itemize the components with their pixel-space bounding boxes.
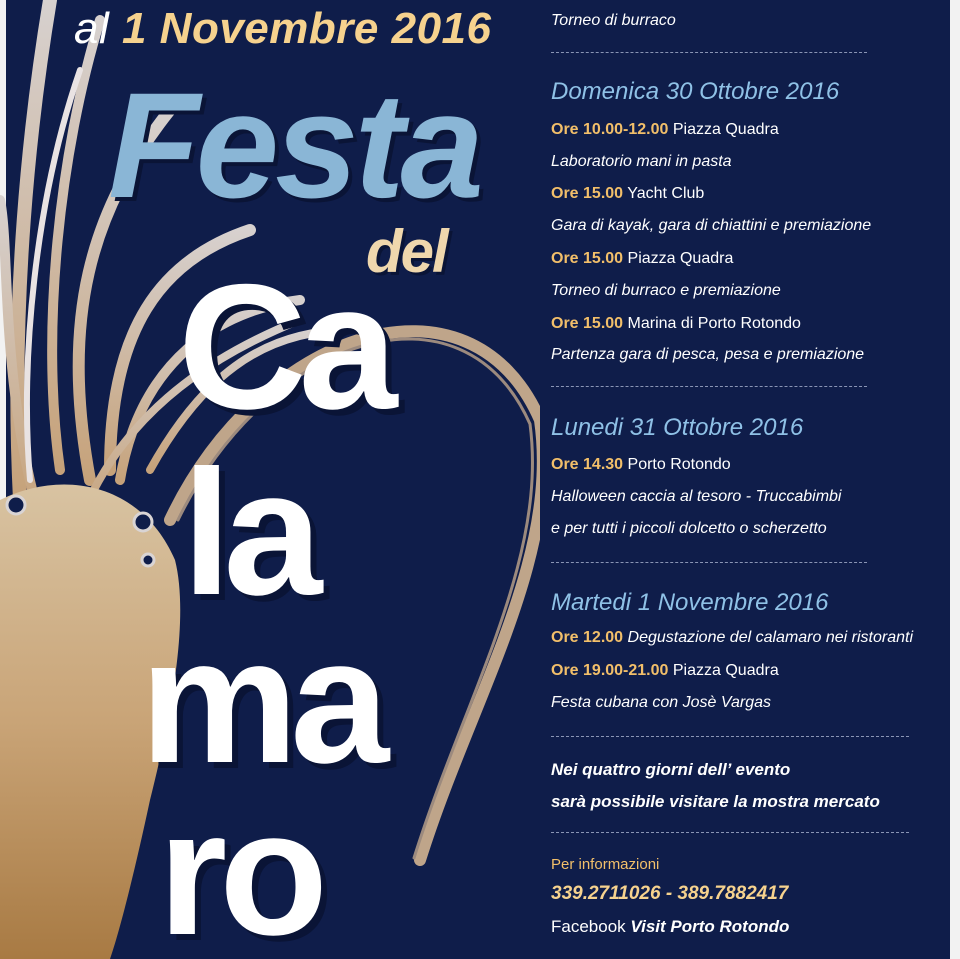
date-end: 1 Novembre 2016: [121, 4, 492, 53]
day-heading: Martedi 1 Novembre 2016: [551, 589, 829, 616]
event-place: Piazza Quadra: [672, 121, 779, 138]
separator: [551, 832, 909, 833]
event-line: [551, 250, 733, 268]
top-event-desc: Torneo di burraco: [551, 12, 676, 29]
event-desc: e per tutti i piccoli dolcetto o scherzetto: [551, 520, 827, 537]
separator: [551, 562, 867, 563]
phone-numbers: 339.2711026 - 389.7882417: [551, 883, 789, 904]
event-time: Ore 12.00: [551, 629, 624, 646]
event-place: Yacht Club: [627, 185, 705, 202]
note-line: Nei quattro giorni dell’ evento: [551, 760, 791, 779]
event-time: Ore 15.00: [551, 250, 624, 267]
event-line: [551, 121, 779, 139]
facebook-page-link[interactable]: Visit Porto Rotondo: [630, 917, 790, 936]
event-place: Degustazione del calamaro nei ristoranti: [627, 629, 913, 646]
title-word-ca: Ca: [178, 247, 390, 446]
event-time: Ore 15.00: [551, 315, 624, 332]
title-word-ro: ro: [158, 773, 320, 959]
event-place: Piazza Quadra: [627, 250, 734, 267]
event-time: Ore 14.30: [551, 456, 624, 473]
event-desc: Gara di kayak, gara di chiattini e premiazione: [551, 217, 872, 234]
event-time: Ore 19.00-21.00: [551, 662, 669, 679]
event-desc: Partenza gara di pesca, pesa e premiazione: [551, 346, 865, 363]
separator: [551, 386, 867, 387]
event-line: [551, 662, 779, 680]
event-desc: Laboratorio mani in pasta: [551, 153, 732, 170]
event-desc: Festa cubana con Josè Vargas: [551, 694, 771, 711]
date-range-heading: [74, 4, 491, 54]
event-place: Porto Rotondo: [627, 456, 731, 473]
facebook-line: [551, 917, 789, 937]
note-line: sarà possibile visitare la mostra mercato: [551, 792, 880, 811]
event-time: Ore 10.00-12.00: [551, 121, 669, 138]
title-word-la: la: [182, 433, 315, 632]
info-label: Per informazioni: [551, 856, 660, 873]
event-desc: Halloween caccia al tesoro - Truccabimbi: [551, 488, 842, 505]
separator: [551, 52, 867, 53]
day-heading: Domenica 30 Ottobre 2016: [551, 78, 840, 105]
date-lead: al: [74, 4, 110, 53]
event-place: Marina di Porto Rotondo: [627, 315, 801, 332]
title-festa: Festa: [108, 61, 480, 229]
facebook-label: Facebook: [551, 917, 626, 936]
event-time: Ore 15.00: [551, 185, 624, 202]
event-line: [551, 185, 704, 203]
event-line: [551, 629, 913, 647]
event-line: [551, 456, 731, 474]
separator: [551, 736, 909, 737]
event-line: [551, 315, 801, 333]
title-del: del: [366, 218, 447, 285]
event-place: Piazza Quadra: [672, 662, 779, 679]
right-border: [950, 0, 960, 959]
title-word-ma: ma: [140, 601, 382, 800]
event-desc: Torneo di burraco e premiazione: [551, 282, 781, 299]
day-heading: Lunedi 31 Ottobre 2016: [551, 414, 804, 441]
